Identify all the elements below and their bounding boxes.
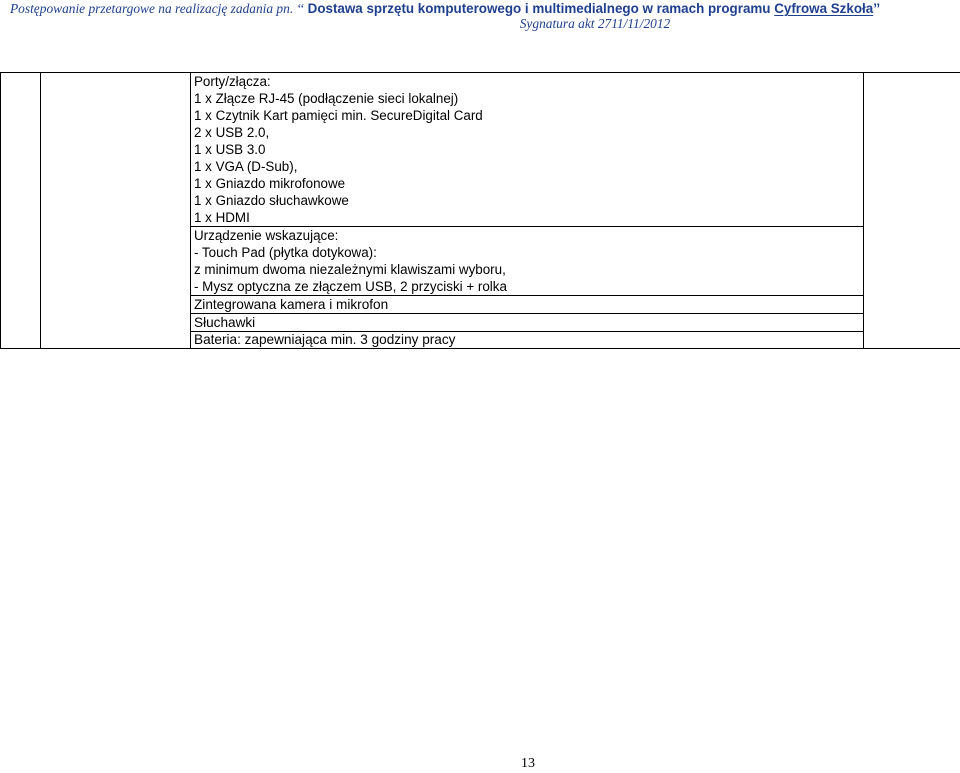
quote-open: ‘‘ — [296, 1, 304, 16]
list-item: - Mysz optyczna ze złączem USB, 2 przyciski + rolka — [194, 279, 507, 294]
offer-cell — [864, 73, 960, 349]
tender-title-prefix: Postępowanie przetargowe na realizację zadania pn. — [10, 1, 297, 16]
pointing-device-heading: Urządzenie wskazujące: — [194, 228, 339, 243]
table-row — [1, 73, 960, 349]
component-name-cell — [41, 73, 191, 349]
pointing-device-block — [191, 227, 863, 296]
quote-close: ’’ — [873, 1, 881, 16]
list-item: 1 x Gniazdo słuchawkowe — [194, 193, 349, 208]
case-signature: Sygnatura akt 2711/11/2012 — [519, 16, 671, 31]
specification-table — [0, 72, 960, 349]
battery-text: Bateria: zapewniająca min. 3 godziny pracy — [194, 332, 456, 347]
headphones-block — [191, 314, 863, 332]
page-header — [0, 0, 960, 34]
page-number: 13 — [521, 756, 535, 771]
camera-block — [191, 296, 863, 314]
ports-block — [191, 73, 863, 227]
list-item: 1 x VGA (D-Sub), — [194, 159, 298, 174]
ports-heading: Porty/złącza: — [194, 74, 271, 89]
tender-title — [10, 1, 880, 16]
list-item: 1 x Gniazdo mikrofonowe — [194, 176, 346, 191]
tender-title-subject: Dostawa sprzętu komputerowego i multimedialnego w ramach programu — [303, 1, 775, 16]
camera-text: Zintegrowana kamera i mikrofon — [194, 297, 389, 312]
battery-block — [191, 332, 863, 348]
list-item: 2 x USB 2.0, — [194, 125, 270, 140]
list-item: 1 x HDMI — [194, 210, 250, 225]
list-item: 1 x USB 3.0 — [194, 142, 266, 157]
list-item: z minimum dwoma niezależnymi klawiszami wyboru, — [194, 262, 506, 277]
list-item: 1 x Czytnik Kart pamięci min. SecureDigital Card — [194, 108, 483, 123]
requirements-cell — [191, 73, 864, 349]
row-number-cell — [1, 73, 41, 349]
headphones-text: Słuchawki — [194, 315, 256, 330]
list-item: - Touch Pad (płytka dotykowa): — [194, 245, 377, 260]
program-name: Cyfrowa Szkoła — [774, 1, 874, 16]
list-item: 1 x Złącze RJ-45 (podłączenie sieci lokalnej) — [194, 91, 459, 106]
